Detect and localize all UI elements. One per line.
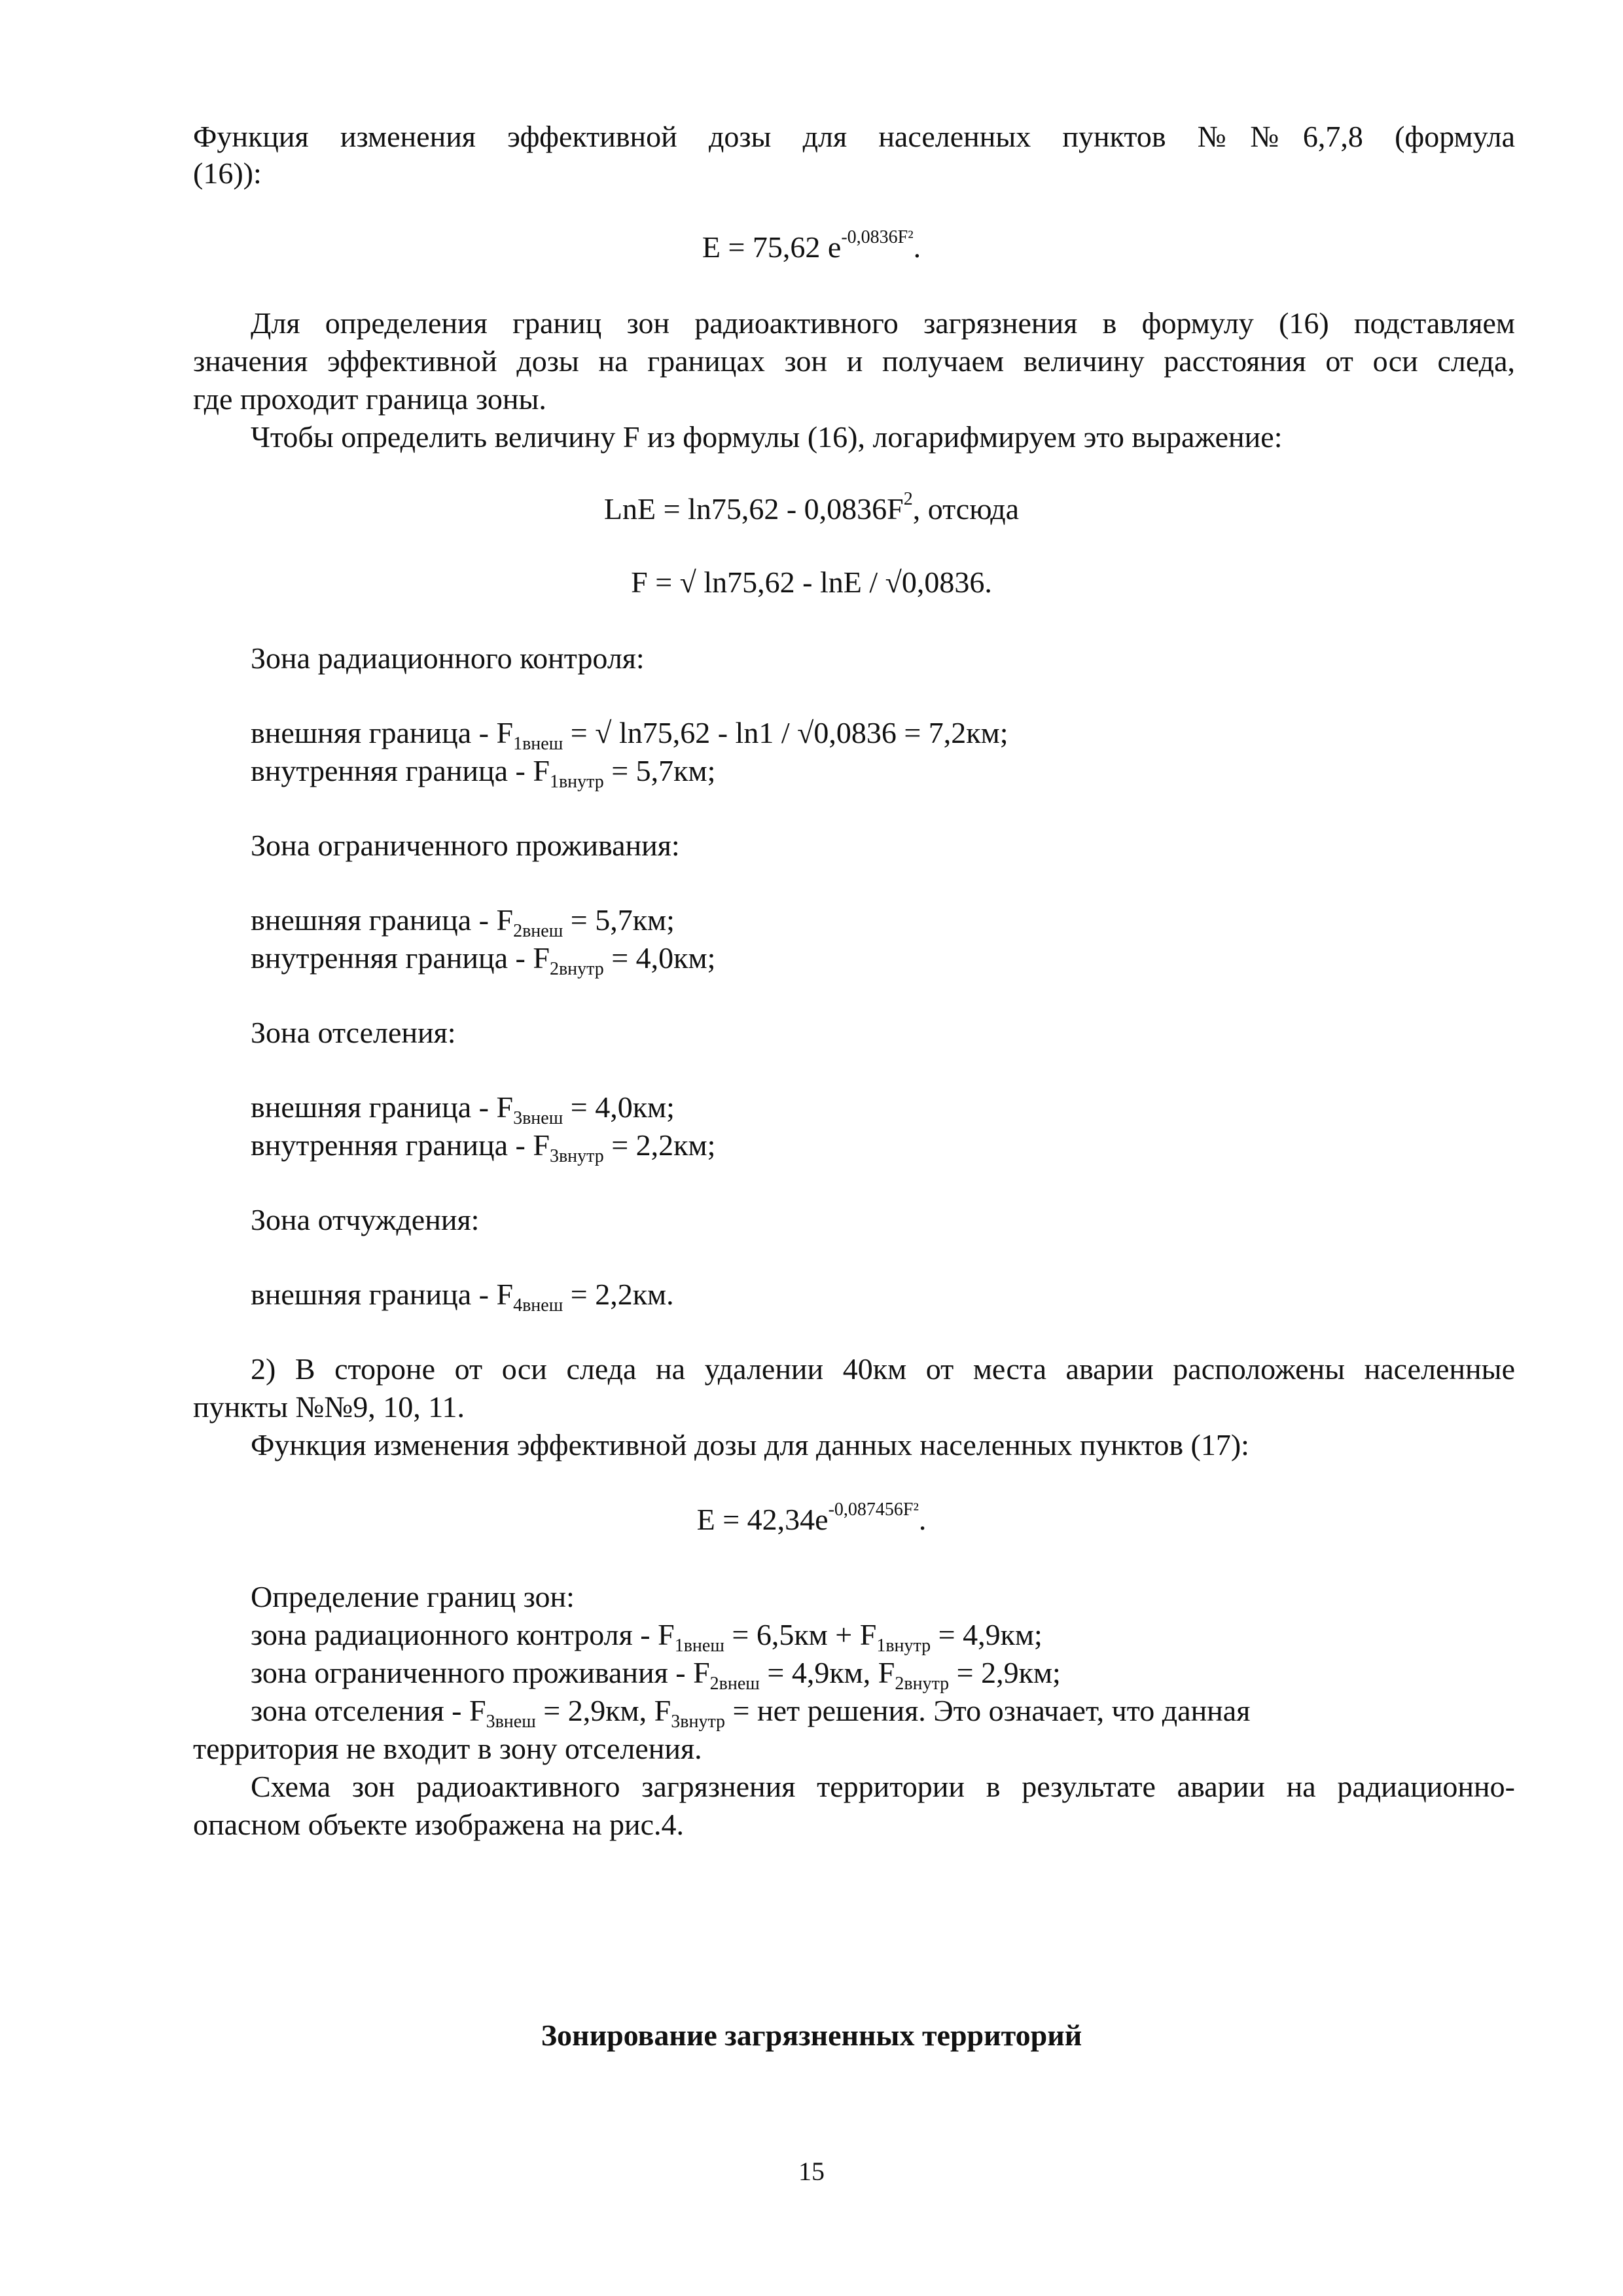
paragraph-dose-function-line2: (16)): [193,156,262,190]
paragraph-dose-function-17: Функция изменения эффективной дозы для данных населенных пунктов (17): [251,1428,1249,1462]
zone-resettlement-title: Зона отселения: [251,1016,456,1049]
paragraph-zone-boundaries-line1: Для определения границ зон радиоактивного загрязнения в формулу (16) подставляем [251,306,1515,340]
zone-resettlement-inner: внутренняя граница - $F_{3внутр} = 2,2км$; [251,1128,716,1166]
zone-radiation-control-title: Зона радиационного контроля: [251,641,645,675]
formula-dose-2: $E = 42,34e^{-0,087456F^2}$. [696,1499,927,1536]
zone-definition-resettlement: зона отселения - $F_{3внеш} = 2,9км$, $F_{3внутр}$ = нет решения. Это означает, что данная [251,1694,1251,1732]
paragraph-zone-boundaries-line3: где проходит граница зоны. [193,382,546,416]
zone-radiation-control-outer: внешняя граница - $F_{1внеш}$ = √ ln75,62 - ln1 / √0,0836 = 7,2км; [251,716,1008,754]
paragraph-dose-function-line1: Функция изменения эффективной дозы для населенных пунктов №№6,7,8 (формула [193,120,1515,153]
formula-log: LnE = $\ln 75,62 - 0,0836F^2$, отсюда [603,489,1020,526]
paragraph-side-settlements-line2: пункты №№9, 10, 11. [193,1390,465,1424]
paragraph-zone-boundaries-line2: значения эффективной дозы на границах зон и получаем величину расстояния от оси следа, [193,344,1515,378]
paragraph-scheme-line2: опасном объекте изображена на рис.4. [193,1808,685,1841]
page-number: 15 [798,2157,825,2186]
formula-f: F = √ ln75,62 - lnE / √0,0836. [631,565,992,599]
paragraph-side-settlements-line1: 2) В стороне от оси следа на удалении 40км от места аварии расположены населенные [251,1352,1515,1386]
zone-exclusion-outer: внешняя граница - $F_{4внеш} = 2,2км$. [251,1278,674,1316]
section-heading: Зонирование загрязненных территорий [541,2018,1082,2052]
zone-definition-note: территория не входит в зону отселения. [193,1732,702,1765]
zone-exclusion-title: Зона отчуждения: [251,1203,480,1236]
zone-definition-radiation-control: зона радиационного контроля - $F_{1внеш} = 6,5км + F_{1внутр} = 4,9км$; [251,1618,1043,1656]
zone-restricted-living-inner: внутренняя граница - $F_{2внутр} = 4,0км$; [251,941,716,979]
zone-radiation-control-inner: внутренняя граница - $F_{1внутр} = 5,7км$; [251,754,716,792]
zone-resettlement-outer: внешняя граница - $F_{3внеш} = 4,0км$; [251,1090,675,1128]
zone-definitions-title: Определение границ зон: [251,1580,575,1613]
paragraph-scheme-line1: Схема зон радиоактивного загрязнения территории в результате аварии на радиационно- [251,1770,1515,1803]
zone-restricted-living-outer: внешняя граница - $F_{2внеш} = 5,7км$; [251,903,675,941]
zone-definition-restricted-living: зона ограниченного проживания - $F_{2внеш} = 4,9км$, $F_{2внутр} = 2,9км$; [251,1656,1061,1694]
zone-restricted-living-title: Зона ограниченного проживания: [251,829,680,862]
formula-dose-1: E = 75,62 $e^{-0,0836F^2}$. [702,227,921,264]
paragraph-log-intro: Чтобы определить величину F из формулы (16), логарифмируем это выражение: [251,420,1283,454]
